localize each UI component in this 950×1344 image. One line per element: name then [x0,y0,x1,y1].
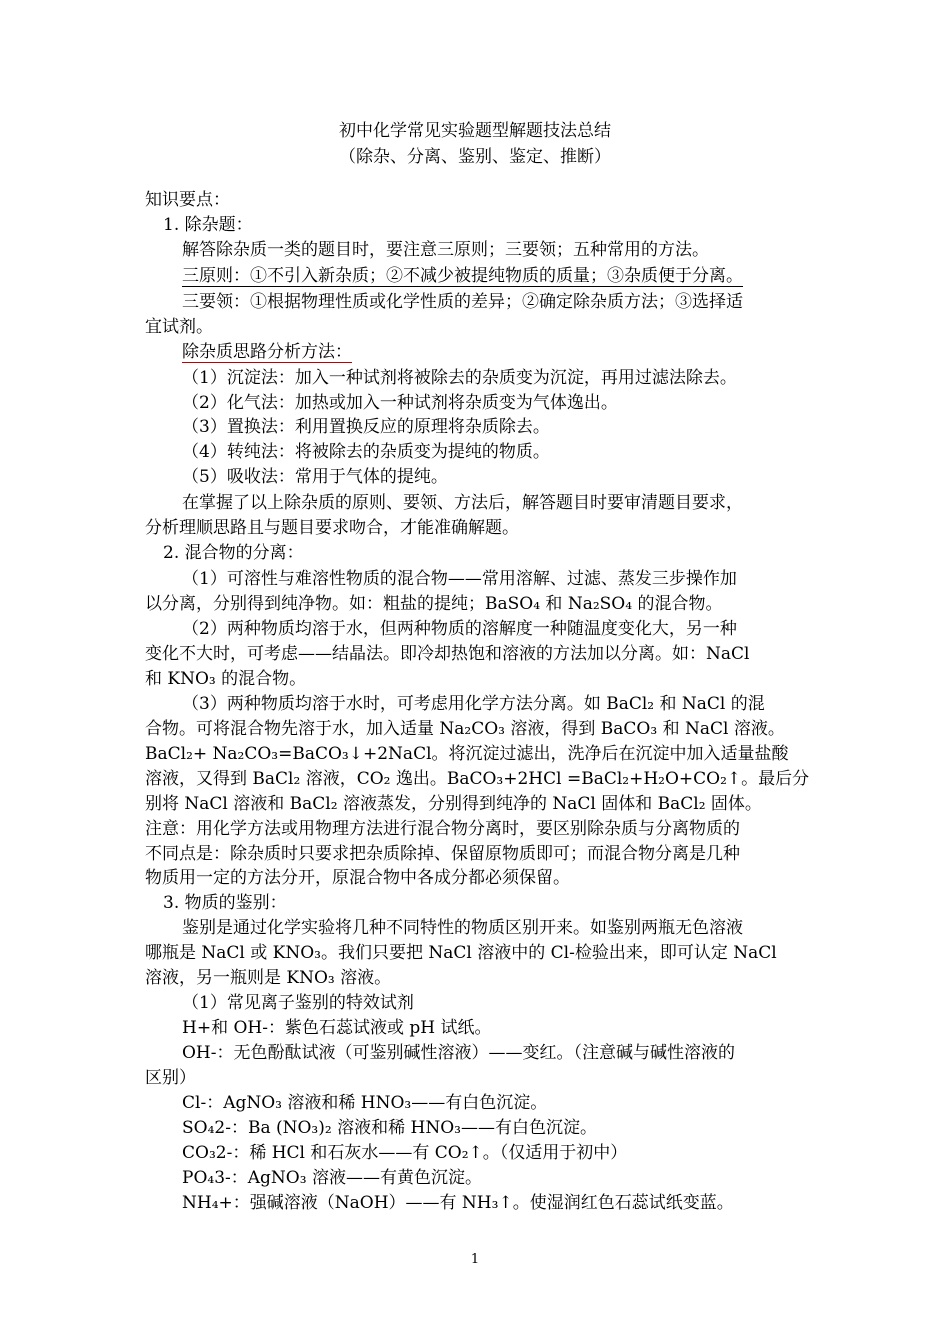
text-line: 合物。可将混合物先溶于水，加入适量 Na₂CO₃ 溶液，得到 BaCO₃ 和 NaCl 溶液。 [145,719,785,739]
text-line: 溶液，又得到 BaCl₂ 溶液，CO₂ 逸出。BaCO₃+2HCl =BaCl₂+H₂O+CO₂↑。最后分 [145,769,810,789]
text-line: （1）沉淀法：加入一种试剂将被除去的杂质变为沉淀，再用过滤法除去。 [182,368,737,388]
text-line: （3）两种物质均溶于水时，可考虑用化学方法分离。如 BaCl₂ 和 NaCl 的混 [182,694,765,714]
text-line: 在掌握了以上除杂质的原则、要领、方法后，解答题目时要审清题目要求， [182,493,743,513]
text-line: 解答除杂质一类的题目时，要注意三原则；三要领；五种常用的方法。 [182,240,709,260]
section-title-1: 1. 除杂题： [163,215,253,235]
page-number: 1 [470,1252,480,1267]
text-line: （3）置换法：利用置换反应的原理将杂质除去。 [182,417,550,437]
text-line: 鉴别是通过化学实验将几种不同特性的物质区别开来。如鉴别两瓶无色溶液 [182,918,743,938]
text-line: 物质用一定的方法分开，原混合物中各成分都必须保留。 [145,868,570,888]
text-line: SO₄2-：Ba (NO₃)₂ 溶液和稀 HNO₃——有白色沉淀。 [182,1118,597,1138]
text-line: 别将 NaCl 溶液和 BaCl₂ 溶液蒸发，分别得到纯净的 NaCl 固体和 BaCl₂ 固体。 [145,794,762,814]
text-line: CO₃2-：稀 HCl 和石灰水——有 CO₂↑。（仅适用于初中） [182,1143,628,1163]
section-title-2: 2. 混合物的分离： [163,543,304,563]
section-title-3: 3. 物质的鉴别： [163,893,287,913]
text-line: （1）可溶性与难溶性物质的混合物——常用溶解、过滤、蒸发三步操作加 [182,569,737,589]
text-line: 三要领：①根据物理性质或化学性质的差异；②确定除杂质方法；③选择适 [182,292,743,312]
text-line: （2）两种物质均溶于水，但两种物质的溶解度一种随温度变化大，另一种 [182,619,737,639]
text-line: 和 KNO₃ 的混合物。 [145,669,307,689]
text-line: 哪瓶是 NaCl 或 KNO₃。我们只要把 NaCl 溶液中的 Cl-检验出来，即可认定 NaCl [145,943,777,963]
text-line [182,264,743,288]
text-line: H+和 OH-：紫色石蕊试液或 pH 试纸。 [182,1018,492,1038]
text-line: 以分离，分别得到纯净物。如：粗盐的提纯；BaSO₄ 和 Na₂SO₄ 的混合物。 [145,594,723,614]
text-line: 宜试剂。 [145,317,213,337]
text-line: PO₄3-：AgNO₃ 溶液——有黄色沉淀。 [182,1168,482,1188]
text-line: 区别） [145,1068,196,1088]
text-line: （1）常见离子鉴别的特效试剂 [182,993,414,1013]
text-line: NH₄+：强碱溶液（NaOH）——有 NH₃↑。使湿润红色石蕊试纸变蓝。 [182,1193,734,1213]
text-line: Cl-：AgNO₃ 溶液和稀 HNO₃——有白色沉淀。 [182,1093,548,1113]
text-line: 分析理顺思路且与题目要求吻合，才能准确解题。 [145,518,519,538]
text-line: （2）化气法：加热或加入一种试剂将杂质变为气体逸出。 [182,393,618,413]
text-line: 三原则：①不引入新杂质；②不减少被提纯物质的质量；③杂质便于分离。 [182,266,743,286]
document-subtitle: （除杂、分离、鉴别、鉴定、推断） [339,147,611,167]
section-heading: 知识要点： [145,190,230,210]
text-line: 注意：用化学方法或用物理方法进行混合物分离时，要区别除杂质与分离物质的 [145,819,740,839]
text-line: 溶液，另一瓶则是 KNO₃ 溶液。 [145,968,392,988]
method-heading: 除杂质思路分析方法： [182,342,352,362]
text-line: （4）转纯法：将被除去的杂质变为提纯的物质。 [182,442,550,462]
document-title: 初中化学常见实验题型解题技法总结 [339,121,611,141]
text-line: 变化不大时，可考虑——结晶法。即冷却热饱和溶液的方法加以分离。如：NaCl [145,644,750,664]
text-line: OH-：无色酚酞试液（可鉴别碱性溶液）——变红。（注意碱与碱性溶液的 [182,1043,736,1063]
text-line: BaCl₂+ Na₂CO₃=BaCO₃↓+2NaCl。将沉淀过滤出，洗净后在沉淀中加入适量盐酸 [145,744,789,764]
text-line: （5）吸收法：常用于气体的提纯。 [182,467,448,487]
text-line: 不同点是：除杂质时只要求把杂质除掉、保留原物质即可；而混合物分离是几种 [145,844,740,864]
text-line [182,340,352,364]
